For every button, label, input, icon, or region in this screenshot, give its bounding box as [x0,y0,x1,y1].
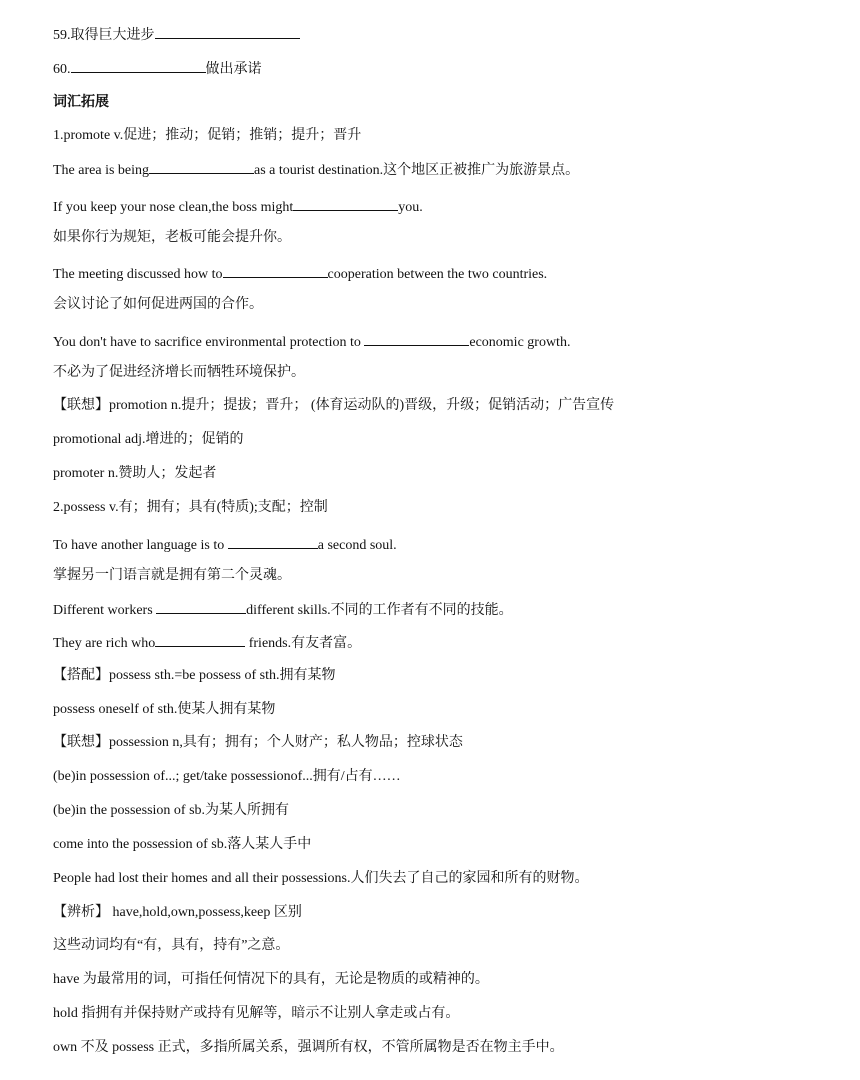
answer-blank[interactable] [71,60,206,73]
item-59: 59.取得巨大进步 [53,26,300,45]
distinguish-line-3: hold 指拥有并保持财产或持有见解等，暗示不让别人拿走或占有。 [53,1006,460,1021]
possess-example-1-translation: 掌握另一门语言就是拥有第二个灵魂。 [53,568,291,583]
possess-example-1: To have another language is to a second soul. [53,538,397,553]
possess-association-1: 【联想】possession n,具有；拥有；个人财产；私人物品；控球状态 [53,735,463,750]
answer-blank[interactable] [223,265,328,278]
answer-blank[interactable] [156,601,246,614]
promote-example-4: You don't have to sacrifice environmental protection to economic growth. [53,335,571,350]
promote-example-2-translation: 如果你行为规矩，老板可能会提升你。 [53,230,291,245]
promote-association-3: promoter n.赞助人；发起者 [53,466,217,481]
item-60: 60. 做出承诺 [53,62,262,77]
promote-association-1: 【联想】promotion n.提升；提拔；晋升； (体育运动队的)晋级，升级；促销活动；广告宣传 [53,398,615,413]
promote-example-4-translation: 不必为了促进经济增长而牺牲环境保护。 [53,365,305,380]
promote-example-3-translation: 会议讨论了如何促进两国的合作。 [53,297,263,312]
promote-example-2: If you keep your nose clean,the boss might you. [53,200,423,215]
answer-blank[interactable] [293,198,398,211]
promote-heading: 1.promote v.促进；推动；促销；推销；提升；晋升 [53,128,362,143]
answer-blank[interactable] [155,26,300,39]
distinguish-line-2: have 为最常用的词，可指任何情况下的具有，无论是物质的或精神的。 [53,972,489,987]
distinguish-line-1: 这些动词均有“有，具有，持有”之意。 [53,938,290,953]
promote-example-1: The area is being as a tourist destination.这个地区正被推广为旅游景点。 [53,163,580,178]
promote-association-2: promotional adj.增进的；促销的 [53,432,244,447]
possess-heading: 2.possess v.有；拥有；具有(特质);支配；控制 [53,500,328,515]
section-title: 词汇拓展 [53,95,109,110]
possess-association-2: (be)in possession of...; get/take possessionof...拥有/占有…… [53,769,401,784]
possess-collocation-2: possess oneself of sth.使某人拥有某物 [53,702,276,717]
promote-example-3: The meeting discussed how to cooperation between the two countries. [53,267,548,282]
possess-collocation-1: 【搭配】possess sth.=be possess of sth.拥有某物 [53,668,336,683]
answer-blank[interactable] [364,333,469,346]
possess-example-3: They are rich who friends.有友者富。 [53,636,362,651]
possess-association-5: People had lost their homes and all their possessions.人们失去了自己的家园和所有的财物。 [53,871,589,886]
distinguish-line-4: own 不及 possess 正式，多指所属关系，强调所有权，不管所属物是否在物主手中。 [53,1040,564,1055]
answer-blank[interactable] [155,634,245,647]
possess-example-2: Different workers different skills.不同的工作者有不同的技能。 [53,603,513,618]
distinguish-title: 【辨析】 have,hold,own,possess,keep 区别 [53,905,302,920]
possess-association-3: (be)in the possession of sb.为某人所拥有 [53,803,290,818]
answer-blank[interactable] [228,536,318,549]
answer-blank[interactable] [149,161,254,174]
possess-association-4: come into the possession of sb.落人某人手中 [53,837,312,852]
